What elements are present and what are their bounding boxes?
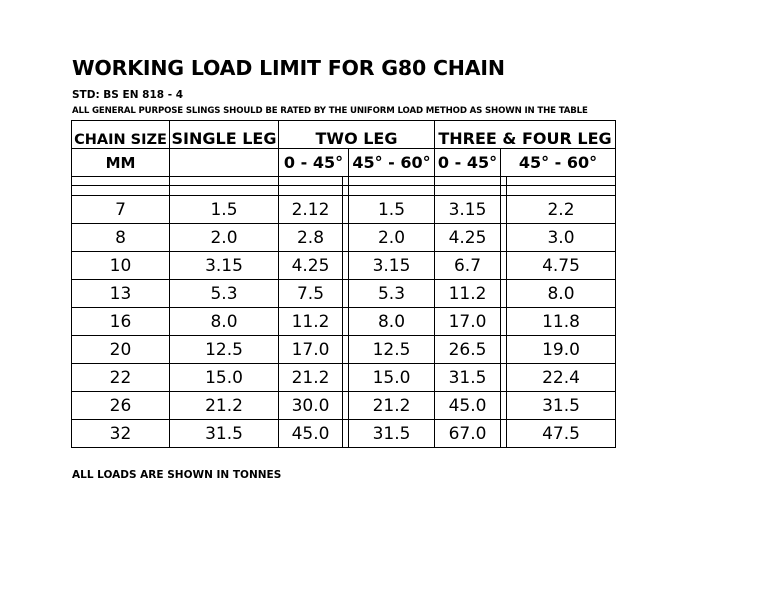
cell-chain-size: 16 xyxy=(72,308,170,336)
header-single-leg-blank xyxy=(170,149,279,177)
header-single-leg: SINGLE LEG xyxy=(170,121,279,149)
cell-chain-size: 10 xyxy=(72,252,170,280)
table-row xyxy=(72,224,616,252)
cell-two-leg-45-60: 1.5 xyxy=(349,196,435,224)
cell-three-leg-45-60: 19.0 xyxy=(507,336,616,364)
cell-two-leg-0-45: 7.5 xyxy=(279,280,343,308)
cell-three-leg-0-45: 6.7 xyxy=(435,252,501,280)
cell-three-leg-0-45: 3.15 xyxy=(435,196,501,224)
table-row xyxy=(72,308,616,336)
table-row xyxy=(72,364,616,392)
cell-two-leg-0-45: 2.12 xyxy=(279,196,343,224)
cell-single-leg: 2.0 xyxy=(170,224,279,252)
cell-two-leg-0-45: 21.2 xyxy=(279,364,343,392)
cell-three-leg-45-60: 47.5 xyxy=(507,420,616,448)
working-load-limit-table xyxy=(71,120,616,448)
table-row xyxy=(72,336,616,364)
table-row xyxy=(72,252,616,280)
header-three-four-leg: THREE & FOUR LEG xyxy=(435,121,616,149)
header-two-leg-0-45: 0 - 45° xyxy=(279,149,349,177)
header-chain-size: CHAIN SIZE xyxy=(72,121,170,149)
table-body xyxy=(72,196,616,448)
cell-chain-size: 7 xyxy=(72,196,170,224)
cell-three-leg-45-60: 4.75 xyxy=(507,252,616,280)
cell-chain-size: 13 xyxy=(72,280,170,308)
cell-chain-size: 32 xyxy=(72,420,170,448)
cell-chain-size: 22 xyxy=(72,364,170,392)
cell-three-leg-45-60: 31.5 xyxy=(507,392,616,420)
header-unit: MM xyxy=(72,149,170,177)
cell-single-leg: 21.2 xyxy=(170,392,279,420)
header-three-leg-45-60: 45° - 60° xyxy=(501,149,616,177)
cell-single-leg: 8.0 xyxy=(170,308,279,336)
cell-two-leg-45-60: 5.3 xyxy=(349,280,435,308)
cell-chain-size: 26 xyxy=(72,392,170,420)
cell-single-leg: 5.3 xyxy=(170,280,279,308)
cell-single-leg: 31.5 xyxy=(170,420,279,448)
cell-two-leg-0-45: 11.2 xyxy=(279,308,343,336)
cell-two-leg-0-45: 17.0 xyxy=(279,336,343,364)
cell-single-leg: 1.5 xyxy=(170,196,279,224)
header-three-leg-0-45: 0 - 45° xyxy=(435,149,501,177)
cell-chain-size: 20 xyxy=(72,336,170,364)
standard-label: STD: BS EN 818 - 4 xyxy=(72,89,184,101)
cell-three-leg-0-45: 45.0 xyxy=(435,392,501,420)
cell-three-leg-0-45: 26.5 xyxy=(435,336,501,364)
cell-three-leg-45-60: 22.4 xyxy=(507,364,616,392)
cell-three-leg-45-60: 2.2 xyxy=(507,196,616,224)
cell-two-leg-45-60: 12.5 xyxy=(349,336,435,364)
page-title: WORKING LOAD LIMIT FOR G80 CHAIN xyxy=(72,56,505,80)
cell-two-leg-45-60: 15.0 xyxy=(349,364,435,392)
cell-two-leg-45-60: 8.0 xyxy=(349,308,435,336)
cell-two-leg-45-60: 3.15 xyxy=(349,252,435,280)
cell-two-leg-45-60: 31.5 xyxy=(349,420,435,448)
cell-two-leg-0-45: 45.0 xyxy=(279,420,343,448)
rating-note: ALL GENERAL PURPOSE SLINGS SHOULD BE RATED BY THE UNIFORM LOAD METHOD AS SHOWN IN THE TABLE xyxy=(72,106,588,116)
cell-three-leg-0-45: 31.5 xyxy=(435,364,501,392)
cell-three-leg-45-60: 3.0 xyxy=(507,224,616,252)
cell-three-leg-45-60: 11.8 xyxy=(507,308,616,336)
cell-chain-size: 8 xyxy=(72,224,170,252)
cell-single-leg: 12.5 xyxy=(170,336,279,364)
cell-single-leg: 15.0 xyxy=(170,364,279,392)
cell-two-leg-45-60: 2.0 xyxy=(349,224,435,252)
table-row xyxy=(72,392,616,420)
cell-three-leg-0-45: 4.25 xyxy=(435,224,501,252)
header-two-leg-45-60: 45° - 60° xyxy=(349,149,435,177)
cell-two-leg-0-45: 4.25 xyxy=(279,252,343,280)
cell-single-leg: 3.15 xyxy=(170,252,279,280)
units-footnote: ALL LOADS ARE SHOWN IN TONNES xyxy=(72,469,282,481)
cell-two-leg-0-45: 2.8 xyxy=(279,224,343,252)
table-row xyxy=(72,196,616,224)
cell-three-leg-0-45: 17.0 xyxy=(435,308,501,336)
cell-three-leg-45-60: 8.0 xyxy=(507,280,616,308)
cell-three-leg-0-45: 67.0 xyxy=(435,420,501,448)
table-row xyxy=(72,420,616,448)
cell-three-leg-0-45: 11.2 xyxy=(435,280,501,308)
table-row xyxy=(72,280,616,308)
header-two-leg: TWO LEG xyxy=(279,121,435,149)
cell-two-leg-45-60: 21.2 xyxy=(349,392,435,420)
cell-two-leg-0-45: 30.0 xyxy=(279,392,343,420)
